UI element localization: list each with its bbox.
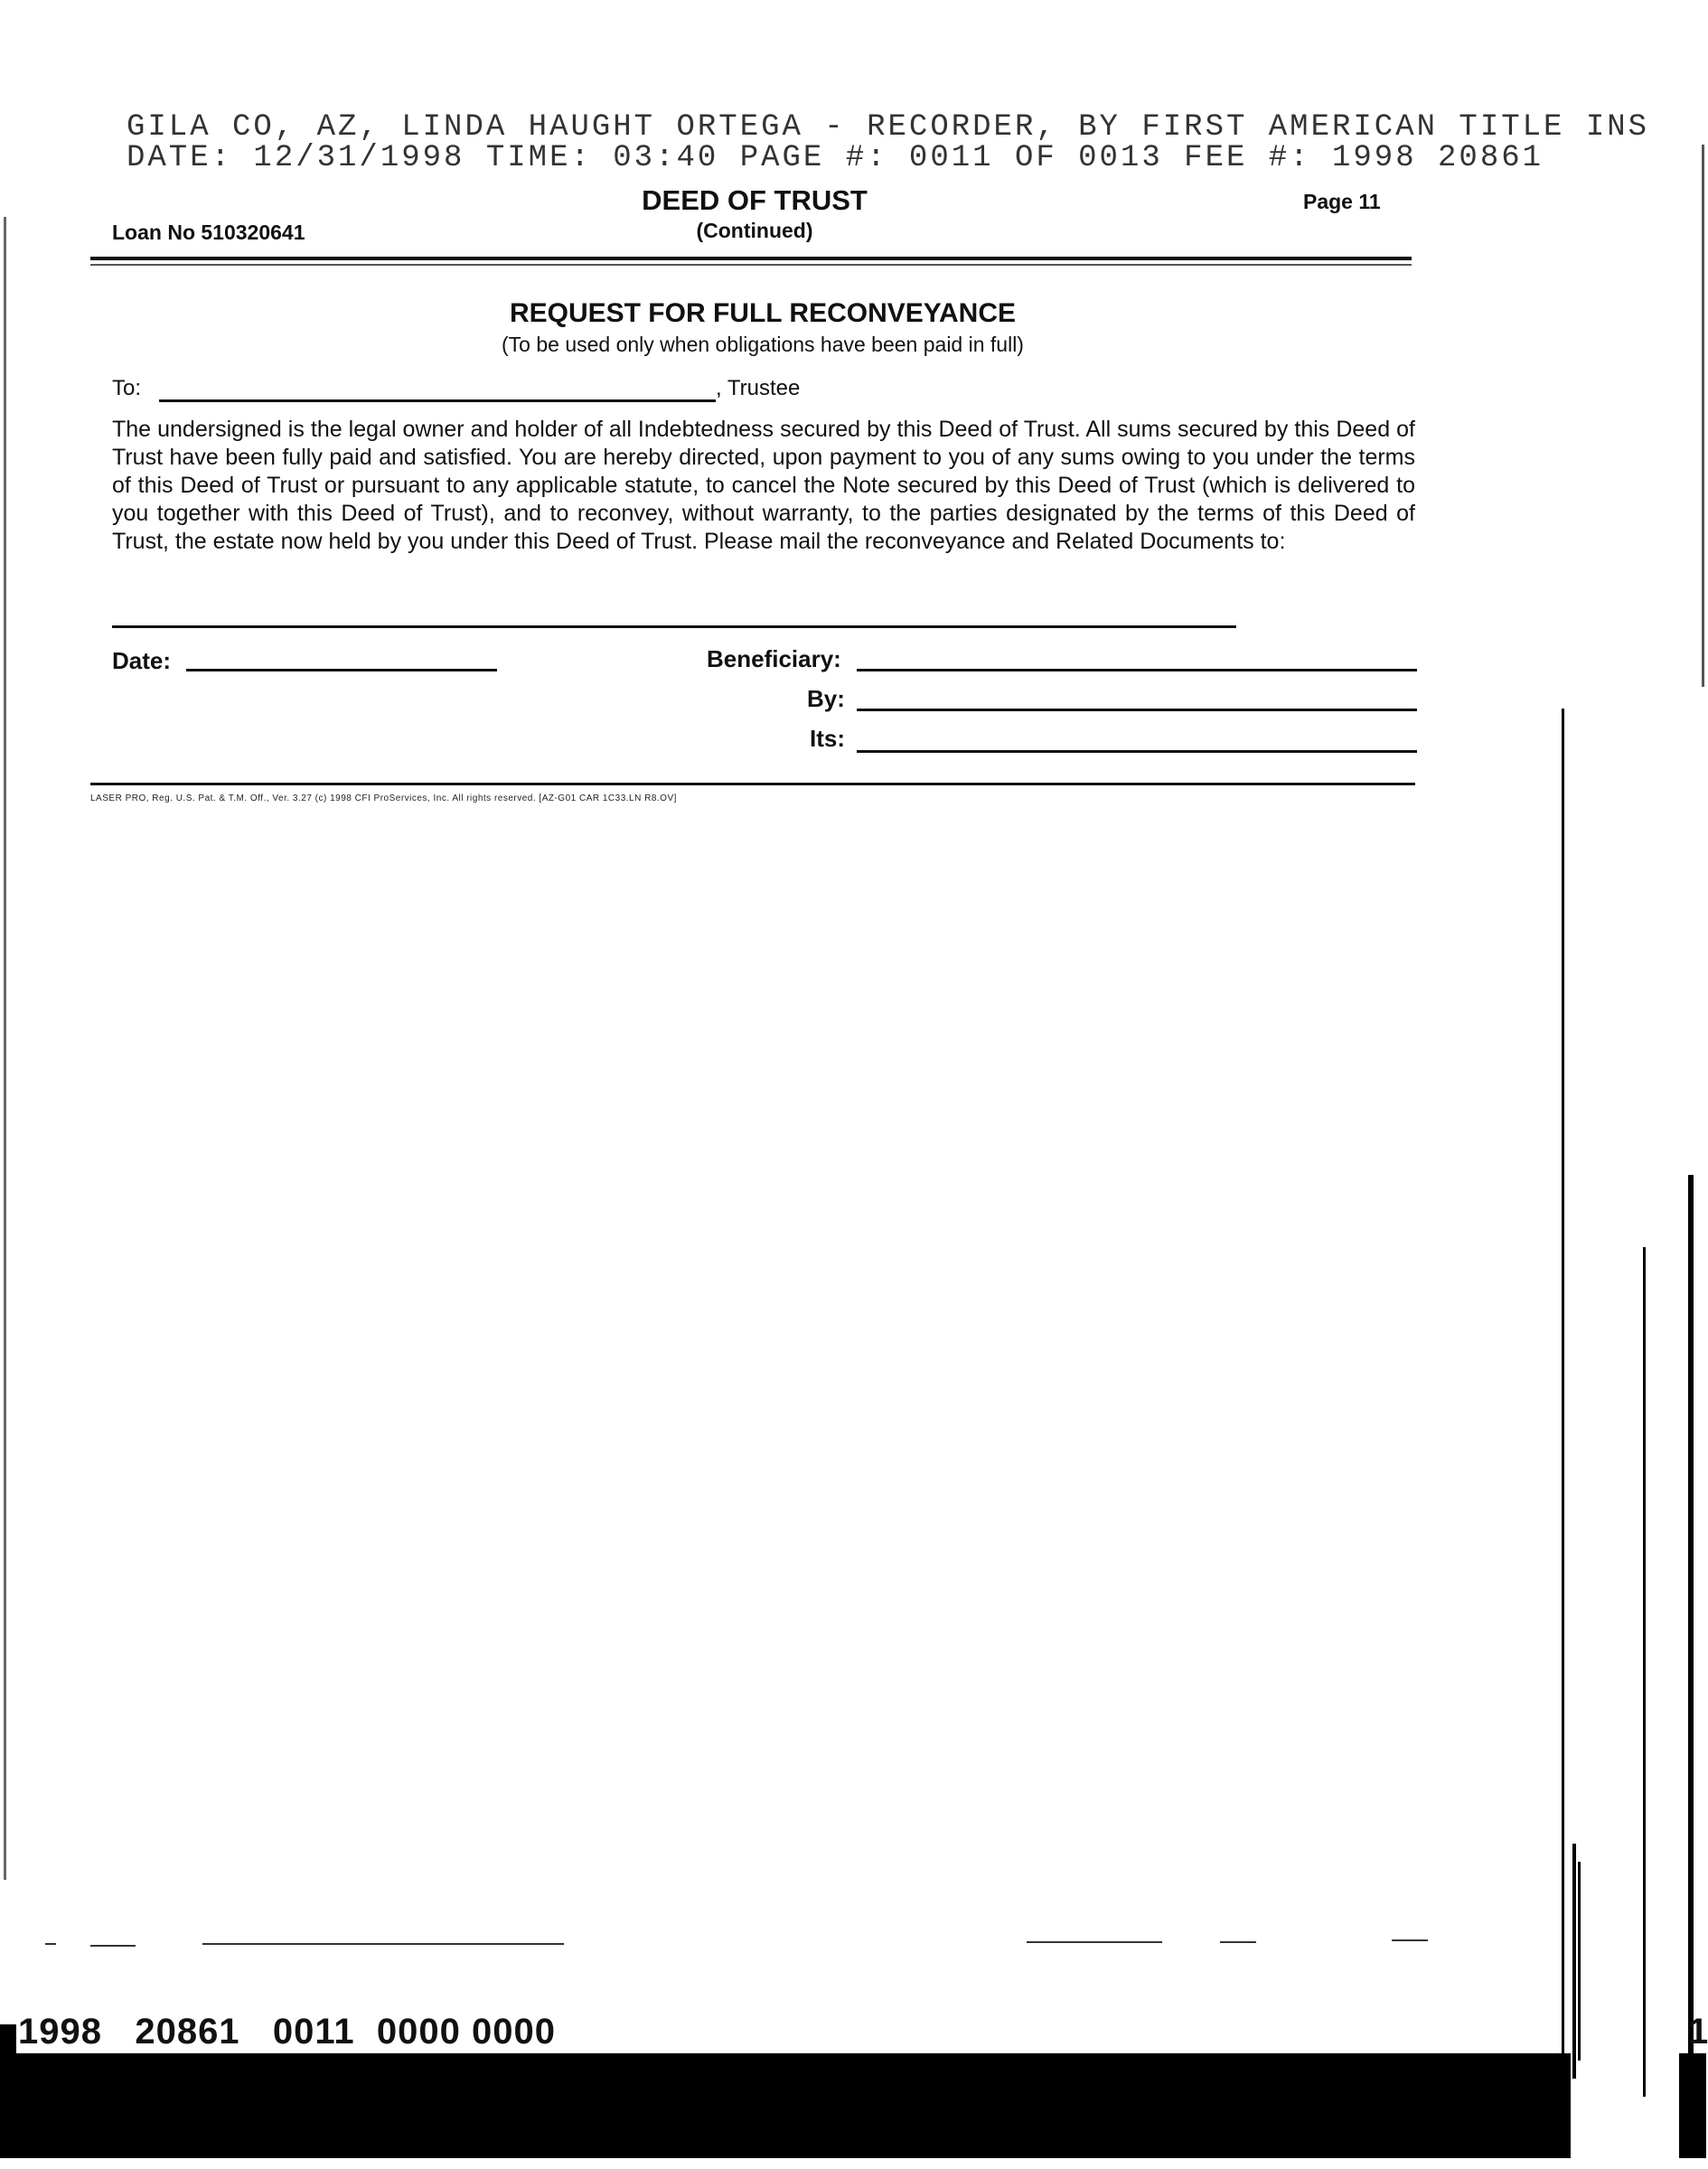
scan-dash <box>1392 1939 1428 1941</box>
its-blank <box>857 750 1417 753</box>
reconveyance-paragraph: The undersigned is the legal owner and holder of all Indebtedness secured by this Deed of Trust. All sums secured by this Deed of Trust have been fully paid and satisfied. You are hereby directed, upon payment to you of any sums owing to you under the terms of this Deed of Trust or pursuant to any applicable statute, to cancel the Note secured by this Deed of Trust (which is delivered to you together with this Deed of Trust), and to reconvey, without warranty, to the parties designated by the terms of this Deed of Trust, the estate now held by you under this Deed of Trust. Please mail the reconveyance and Related Documents to: <box>112 417 1415 554</box>
recorder-stamp-line-1: GILA CO, AZ, LINDA HAUGHT ORTEGA - RECORDER, BY FIRST AMERICAN TITLE INS <box>127 110 1650 145</box>
by-label: By: <box>807 685 845 712</box>
scan-black-band-right <box>1679 2053 1706 2158</box>
scan-edge-line <box>1643 1247 1646 2097</box>
scan-dash <box>45 1943 56 1945</box>
footer-small-print: LASER PRO, Reg. U.S. Pat. & T.M. Off., Ver. 3.27 (c) 1998 CFI ProServices, Inc. All rights reserved. [AZ-G01 CAR 1C33.LN R8.OV] <box>90 793 677 803</box>
record-number: 1998 20861 0011 0000 0000 <box>18 2012 556 2052</box>
scan-edge-line <box>1688 1175 1694 2097</box>
scan-edge-line <box>1702 145 1704 687</box>
scan-dash <box>1220 1941 1256 1943</box>
scan-dash <box>1027 1941 1162 1943</box>
by-blank <box>857 709 1417 711</box>
page-number: Page 11 <box>1303 190 1381 213</box>
scan-edge-line <box>1562 709 1564 2091</box>
scan-edge-line <box>4 217 6 1880</box>
header-rule <box>90 257 1412 260</box>
document-subtitle: (Continued) <box>696 219 813 242</box>
scan-dash <box>202 1943 564 1945</box>
recorder-stamp-line-2: DATE: 12/31/1998 TIME: 03:40 PAGE #: 0011 OF 0013 FEE #: 1998 20861 <box>127 141 1544 175</box>
its-label: Its: <box>810 725 845 752</box>
document-title: DEED OF TRUST <box>642 184 868 216</box>
scan-edge-line <box>1572 1844 1576 2079</box>
trustee-label: , Trustee <box>716 376 801 400</box>
scan-black-band-left <box>0 2024 16 2158</box>
section-title: REQUEST FOR FULL RECONVEYANCE <box>509 298 1017 328</box>
beneficiary-label: Beneficiary: <box>707 645 841 672</box>
scan-dash <box>90 1945 136 1947</box>
scan-edge-line <box>1578 1862 1581 2061</box>
edge-mark: 1 <box>1688 2012 1708 2052</box>
header-rule-thin <box>90 264 1412 266</box>
mailing-address-blank <box>112 625 1236 628</box>
to-label: To: <box>112 376 142 400</box>
section-subtitle: (To be used only when obligations have been paid in full) <box>502 333 1024 356</box>
date-blank <box>186 669 497 671</box>
date-label: Date: <box>112 647 172 674</box>
footer-rule <box>90 783 1415 785</box>
loan-number: Loan No 510320641 <box>112 221 305 244</box>
trustee-name-blank <box>159 399 716 402</box>
scan-black-band <box>16 2053 1571 2158</box>
beneficiary-blank <box>857 669 1417 671</box>
